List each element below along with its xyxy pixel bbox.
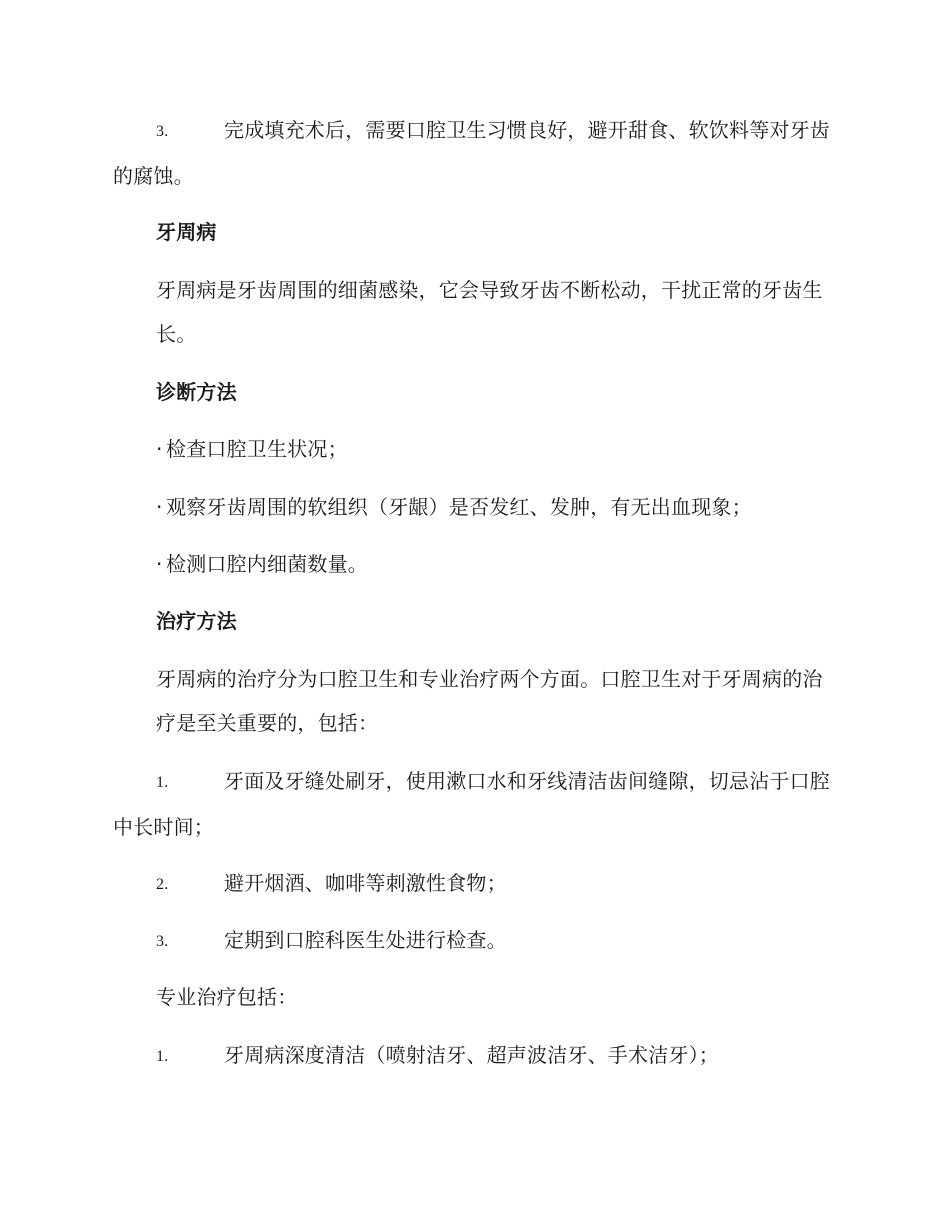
list-number: 2. [156,876,169,893]
list-number: 1. [156,774,169,791]
section-heading-treatment: 治疗方法 [156,609,237,633]
bullet-symbol: · [156,552,163,576]
bullet-text: 检查口腔卫生状况； [166,437,348,461]
paragraph-periodontal-definition: 牙周病是牙齿周围的细菌感染，它会导致牙齿不断松动，干扰正常的牙齿生长。 [156,278,823,346]
bullet-item [113,427,833,471]
list-number: 3. [156,933,169,950]
paragraph-treatment-intro: 牙周病的治疗分为口腔卫生和专业治疗两个方面。口腔卫生对于牙周病的治疗是至关重要的，包括： [156,667,823,735]
bullet-text: 观察牙齿周围的软组织（牙龈）是否发红、发肿，有无出血现象； [166,495,752,519]
bullet-item [113,485,833,529]
numbered-item-professional [113,1033,833,1079]
list-number: 3. [156,123,169,140]
bullet-symbol: · [156,437,163,461]
list-item-text: 定期到口腔科医生处进行检查。 [224,928,507,952]
list-item-text: 避开烟酒、咖啡等刺激性食物； [224,871,507,895]
list-item-text: 完成填充术后，需要口腔卫生习惯良好，避开甜食、软饮料等对牙齿的腐蚀。 [113,118,830,188]
bullet-text: 检测口腔内细菌数量。 [166,552,368,576]
list-item-text: 牙面及牙缝处刷牙，使用漱口水和牙线清洁齿间缝隙，切忌沾于口腔中长时间； [113,769,830,839]
numbered-item-filling-aftercare [113,108,833,198]
list-number: 1. [156,1048,169,1065]
numbered-item-hygiene [113,759,833,849]
list-item-text: 牙周病深度清洁（喷射洁牙、超声波洁牙、手术洁牙）； [224,1043,719,1067]
section-heading-periodontal: 牙周病 [156,220,217,244]
paragraph-professional-intro: 专业治疗包括： [156,985,298,1009]
bullet-item [113,542,833,586]
numbered-item-hygiene [113,861,833,907]
numbered-item-hygiene [113,918,833,964]
section-heading-diagnosis: 诊断方法 [156,380,237,404]
bullet-symbol: · [156,495,163,519]
